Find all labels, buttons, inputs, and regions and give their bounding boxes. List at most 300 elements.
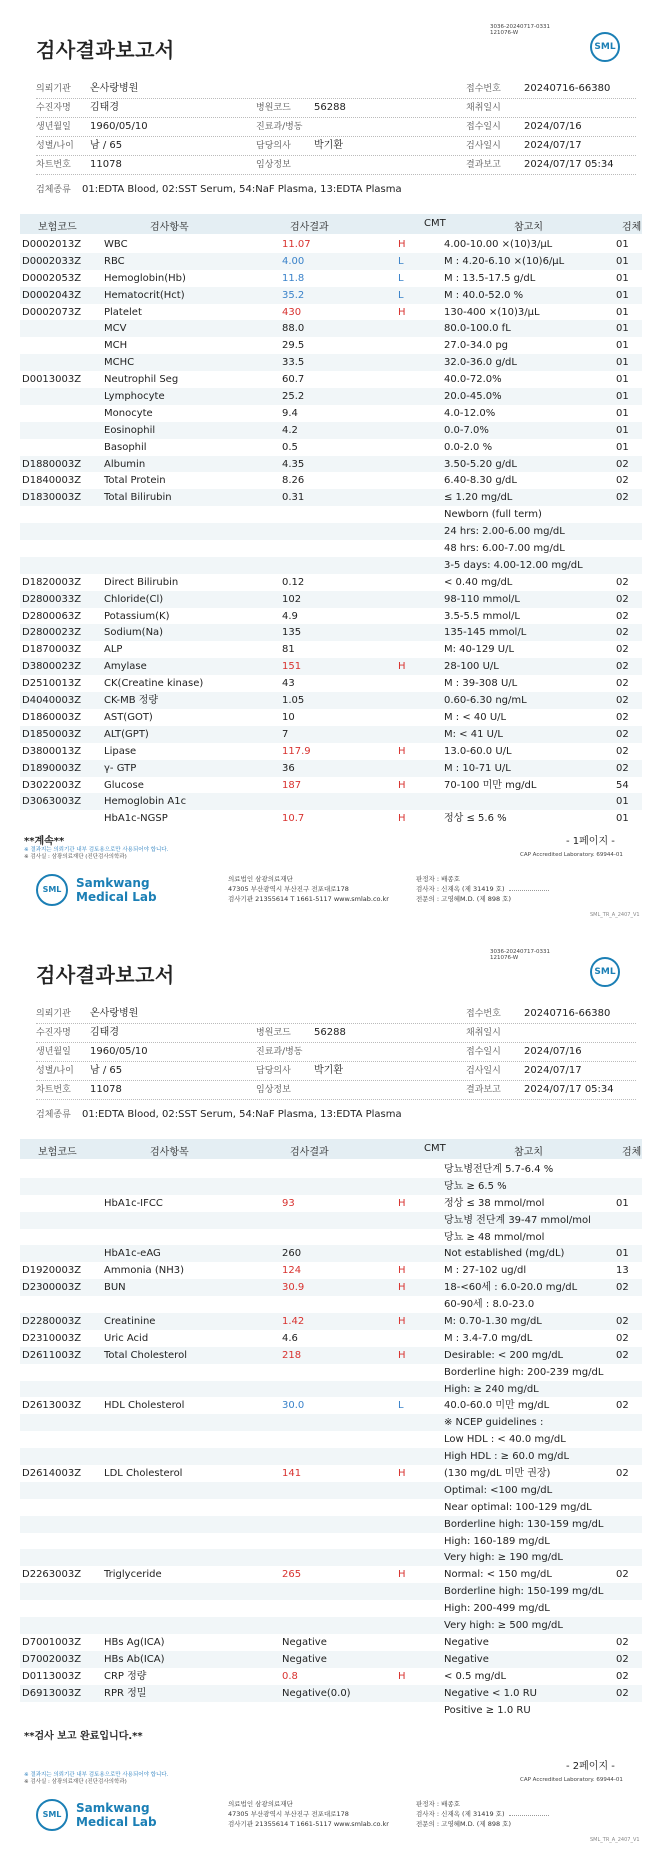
- cell-ref: Optimal: <100 mg/dL: [444, 1484, 553, 1496]
- cell-ref: Negative: [444, 1636, 489, 1648]
- cell-name: Platelet: [104, 306, 142, 318]
- table-row: [20, 1533, 642, 1550]
- cell-ref: M: < 41 U/L: [444, 728, 503, 740]
- cell-result: 260: [282, 1248, 302, 1260]
- cell-spc: 01: [616, 441, 629, 453]
- cell-name: ALT(GPT): [104, 728, 149, 740]
- cell-code: D4040003Z: [22, 695, 82, 707]
- cell-code: D0002013Z: [22, 239, 82, 250]
- cell-name: RPR 정밀: [104, 1687, 147, 1699]
- cell-name: HbA1c-eAG: [104, 1248, 161, 1260]
- table-row: [20, 1330, 642, 1347]
- footer-note: ※ 결과지는 의뢰기관 내부 검토용으로만 사용되어야 합니다.: [24, 1772, 169, 1778]
- cell-ref: M : 4.20-6.10 ×(10)6/μL: [444, 255, 565, 267]
- cell-code: D1850003Z: [22, 728, 82, 740]
- patient-value: 김태경: [90, 102, 119, 113]
- cell-result: 218: [282, 1349, 302, 1361]
- cell-spc: 02: [616, 711, 629, 723]
- cell-flag: L: [398, 255, 404, 267]
- cell-code: D2614003Z: [22, 1468, 82, 1480]
- signatures: 판정자 : 배종호 검사자 : 신재옥 (제 31419 호) 전문의 : 고영혜M.D. (제 898 호): [416, 1799, 549, 1829]
- table-row: [20, 1414, 642, 1431]
- table-row: [20, 1600, 642, 1617]
- cell-spc: 02: [616, 627, 629, 639]
- cell-flag: H: [398, 1265, 406, 1277]
- cell-name: Lymphocyte: [104, 391, 165, 403]
- sex-age-value: 남 / 65: [90, 1065, 123, 1076]
- cell-ref: 40.0-72.0%: [444, 374, 502, 386]
- col-item: 검사항목: [150, 222, 189, 233]
- cell-spc: 02: [616, 1653, 629, 1665]
- table-row: [20, 810, 642, 827]
- info-row: [36, 1005, 636, 1024]
- cell-ref: 13.0-60.0 U/L: [444, 745, 512, 757]
- cell-spc: 02: [616, 492, 629, 504]
- cell-result: 11.8: [282, 272, 305, 284]
- table-row: [20, 743, 642, 760]
- cell-result: 8.26: [282, 475, 305, 487]
- cell-result: 29.5: [282, 340, 305, 352]
- cell-ref: M : < 40 U/L: [444, 711, 507, 723]
- cell-name: Total Bilirubin: [104, 492, 172, 504]
- cell-name: LDL Cholesterol: [104, 1468, 183, 1480]
- cell-ref: < 0.40 mg/dL: [444, 576, 513, 588]
- cell-result: 30.0: [282, 1400, 305, 1412]
- table-row: [20, 337, 642, 354]
- col-item: 검사항목: [150, 1147, 189, 1158]
- table-row: [20, 304, 642, 321]
- cell-spc: 01: [616, 272, 629, 284]
- hospital-code-label: 병원코드: [256, 1028, 291, 1038]
- hospital-code-label: 병원코드: [256, 103, 291, 113]
- cell-ref: 98-110 mmol/L: [444, 593, 520, 605]
- cell-code: D2263003Z: [22, 1569, 82, 1581]
- table-row: [20, 1499, 642, 1516]
- table-row: [20, 726, 642, 743]
- cell-spc: 02: [616, 475, 629, 487]
- info-row: [36, 1081, 636, 1100]
- cell-result: 430: [282, 306, 302, 318]
- table-row: [20, 591, 642, 608]
- cell-name: Hematocrit(Hct): [104, 289, 185, 301]
- col-result: 검사결과: [290, 222, 329, 233]
- table-row: [20, 658, 642, 675]
- cell-spc: 02: [616, 762, 629, 774]
- org-info: 의료법인 삼광의료재단 47305 부산광역시 부산진구 전포대로178 검사기관 21355614 T 1661-5117 www.smlab.co.kr: [228, 1800, 389, 1828]
- info-row: [36, 137, 636, 156]
- cell-ref: 4.00-10.00 ×(10)3/μL: [444, 239, 553, 250]
- birth-label: 생년월일: [36, 122, 71, 132]
- cell-spc: 01: [616, 357, 629, 369]
- cell-spc: 02: [616, 610, 629, 622]
- specimen-label: 검체종류: [36, 1110, 71, 1120]
- cell-spc: 01: [616, 306, 629, 318]
- cell-name: BUN: [104, 1282, 126, 1294]
- cell-result: 93: [282, 1197, 295, 1209]
- table-row: [20, 1702, 642, 1719]
- cell-ref: Negative < 1.0 RU: [444, 1687, 537, 1699]
- cell-result: 60.7: [282, 374, 305, 386]
- table-header: [20, 214, 642, 234]
- table-row: [20, 624, 642, 641]
- cell-code: D2510013Z: [22, 678, 82, 690]
- cell-flag: H: [398, 239, 406, 250]
- cell-result: 35.2: [282, 289, 305, 301]
- table-row: [20, 456, 642, 473]
- specimen-value: 01:EDTA Blood, 02:SST Serum, 54:NaF Plasma, 13:EDTA Plasma: [81, 1109, 402, 1120]
- table-row: [20, 1245, 642, 1262]
- col-ref: 참고치: [514, 222, 543, 233]
- table-row: [20, 540, 642, 557]
- cell-flag: H: [398, 745, 406, 757]
- table-row: [20, 760, 642, 777]
- cell-result: 30.9: [282, 1282, 305, 1294]
- cap-accreditation: CAP Accredited Laboratory. 69944-01: [520, 852, 623, 858]
- cell-ref: ※ NCEP guidelines :: [444, 1417, 544, 1429]
- cell-ref: Very high: ≥ 500 mg/dL: [444, 1620, 563, 1632]
- cell-result: 265: [282, 1569, 302, 1581]
- table-row: [20, 405, 642, 422]
- cell-spc: 01: [616, 323, 629, 335]
- cell-code: D1890003Z: [22, 762, 82, 774]
- cell-flag: H: [398, 1316, 406, 1328]
- signatures: 판정자 : 배종호 검사자 : 신재옥 (제 31419 호) 전문의 : 고영혜M.D. (제 898 호): [416, 874, 549, 904]
- table-row: [20, 1583, 642, 1600]
- cell-spc: 02: [616, 1349, 629, 1361]
- report-date-value: 2024/07/17 05:34: [524, 159, 614, 170]
- cell-code: D2613003Z: [22, 1400, 82, 1412]
- cell-ref: ≤ 1.20 mg/dL: [444, 492, 513, 504]
- cell-ref: 135-145 mmol/L: [444, 627, 527, 639]
- chart-value: 11078: [90, 1084, 122, 1095]
- cell-ref: Near optimal: 100-129 mg/dL: [444, 1501, 592, 1513]
- cell-ref: 4.0-12.0%: [444, 407, 496, 419]
- cell-spc: 02: [616, 1468, 629, 1480]
- receipt-date-label: 접수일시: [466, 1047, 501, 1057]
- cell-name: ALP: [104, 644, 123, 656]
- cell-code: D0002043Z: [22, 289, 82, 301]
- cell-spc: 01: [616, 289, 629, 301]
- table-row: [20, 1212, 642, 1229]
- cell-name: Amylase: [104, 661, 147, 673]
- table-row: [20, 523, 642, 540]
- footer-note: ※ 검사실 : 삼광의료재단 (진단검사의학과): [24, 854, 127, 860]
- test-date-label: 검사일시: [466, 1066, 501, 1076]
- col-cmt: CMT: [424, 1143, 446, 1154]
- specimen-info: [36, 182, 402, 195]
- cell-result: 36: [282, 762, 295, 774]
- page-number: - 1페이지 -: [566, 836, 615, 847]
- cell-code: D1840003Z: [22, 475, 82, 487]
- doctor-value: 박기환: [314, 1065, 343, 1076]
- form-version: SML_TR_A_2407_V1: [590, 1837, 640, 1843]
- cell-ref: 130-400 ×(10)3/μL: [444, 306, 540, 318]
- cell-code: D0002033Z: [22, 255, 82, 267]
- cell-spc: 02: [616, 1636, 629, 1648]
- cell-result: 1.05: [282, 695, 305, 707]
- cell-result: 141: [282, 1468, 302, 1480]
- table-row: [20, 489, 642, 506]
- cell-name: HbA1c-NGSP: [104, 813, 168, 825]
- cell-result: 135: [282, 627, 302, 639]
- cell-name: HbA1c-IFCC: [104, 1197, 163, 1209]
- cell-ref: 60-90세 : 8.0-23.0: [444, 1299, 535, 1311]
- cell-ref: 당뇨병 전단계 39-47 mmol/mol: [444, 1214, 591, 1226]
- table-row: [20, 1347, 642, 1364]
- cell-result: 10.7: [282, 813, 305, 825]
- test-date-value: 2024/07/17: [524, 140, 582, 151]
- cell-ref: Very high: ≥ 190 mg/dL: [444, 1552, 563, 1564]
- cell-code: D1880003Z: [22, 458, 82, 470]
- table-row: [20, 1634, 642, 1651]
- cell-spc: 54: [616, 779, 629, 791]
- cell-ref: 80.0-100.0 fL: [444, 323, 511, 335]
- cell-ref: High: 200-499 mg/dL: [444, 1603, 550, 1615]
- collect-date-label: 채취일시: [466, 1028, 501, 1038]
- col-code: 보험코드: [38, 1147, 77, 1158]
- test-date-value: 2024/07/17: [524, 1065, 582, 1076]
- cell-name: Creatinine: [104, 1316, 156, 1328]
- cell-ref: 27.0-34.0 pg: [444, 340, 509, 352]
- cell-code: D0013003Z: [22, 374, 82, 386]
- specimen-value: 01:EDTA Blood, 02:SST Serum, 54:NaF Plasma, 13:EDTA Plasma: [81, 184, 402, 195]
- doctor-value: 박기환: [314, 140, 343, 151]
- cell-ref: Negative: [444, 1653, 489, 1665]
- table-row: [20, 472, 642, 489]
- cell-result: 4.35: [282, 458, 305, 470]
- cell-name: CRP 정량: [104, 1670, 147, 1682]
- cell-code: D0113003Z: [22, 1670, 82, 1682]
- cell-result: 0.12: [282, 576, 305, 588]
- cell-ref: M: 0.70-1.30 mg/dL: [444, 1316, 542, 1328]
- cell-ref: 70-100 미만 mg/dL: [444, 779, 537, 791]
- cell-name: CK(Creatine kinase): [104, 678, 204, 690]
- table-row: [20, 1617, 642, 1634]
- cell-result: 25.2: [282, 391, 305, 403]
- report-complete-label: **검사 보고 완료입니다.**: [24, 1731, 143, 1742]
- cell-result: 11.07: [282, 239, 311, 250]
- cell-spc: 02: [616, 644, 629, 656]
- cell-flag: L: [398, 1400, 404, 1412]
- table-row: [20, 388, 642, 405]
- cell-ref: (130 mg/dL 미만 권장): [444, 1468, 551, 1480]
- table-row: [20, 1178, 642, 1195]
- cell-result: 4.6: [282, 1332, 298, 1344]
- cell-ref: Normal: < 150 mg/dL: [444, 1569, 552, 1581]
- table-row: [20, 1364, 642, 1381]
- cell-ref: 당뇨 ≥ 6.5 %: [444, 1180, 507, 1192]
- lab-name: Samkwang Medical Lab: [76, 876, 157, 904]
- cap-accreditation: CAP Accredited Laboratory. 69944-01: [520, 1777, 623, 1783]
- cell-flag: H: [398, 1569, 406, 1581]
- cell-flag: L: [398, 272, 404, 284]
- cell-ref: High: ≥ 240 mg/dL: [444, 1383, 539, 1395]
- cell-ref: 24 hrs: 2.00-6.00 mg/dL: [444, 526, 565, 538]
- cell-code: D6913003Z: [22, 1687, 82, 1699]
- cell-spc: 02: [616, 576, 629, 588]
- institution-label: 의뢰기관: [36, 84, 71, 94]
- cell-result: 102: [282, 593, 302, 605]
- info-row: [36, 99, 636, 118]
- receipt-date-label: 접수일시: [466, 122, 501, 132]
- cell-name: Potassium(K): [104, 610, 170, 622]
- birth-value: 1960/05/10: [90, 1046, 148, 1057]
- cell-spc: 02: [616, 593, 629, 605]
- table-row: [20, 1448, 642, 1465]
- table-row: [20, 320, 642, 337]
- cell-spc: 01: [616, 255, 629, 267]
- cell-flag: H: [398, 1197, 406, 1209]
- cell-ref: 6.40-8.30 g/dL: [444, 475, 517, 487]
- cell-ref: Borderline high: 200-239 mg/dL: [444, 1366, 604, 1378]
- table-row: [20, 641, 642, 658]
- cell-result: Negative: [282, 1653, 327, 1665]
- cell-ref: 3.50-5.20 g/dL: [444, 458, 517, 470]
- table-row: [20, 354, 642, 371]
- patient-label: 수진자명: [36, 1028, 71, 1038]
- cell-name: RBC: [104, 255, 125, 267]
- table-row: [20, 608, 642, 625]
- cell-name: Eosinophil: [104, 424, 156, 436]
- cell-code: D7002003Z: [22, 1653, 82, 1665]
- sml-footer-logo-icon: SML: [36, 874, 68, 906]
- sml-footer-logo-icon: SML: [36, 1799, 68, 1831]
- table-row: [20, 1566, 642, 1583]
- cell-result: 88.0: [282, 323, 305, 335]
- table-row: [20, 236, 642, 253]
- cell-result: 0.31: [282, 492, 305, 504]
- clinical-label: 임상정보: [256, 1085, 291, 1095]
- cell-name: Triglyceride: [104, 1569, 162, 1581]
- cell-code: D3063003Z: [22, 796, 82, 808]
- cell-ref: 3.5-5.5 mmol/L: [444, 610, 520, 622]
- table-row: [20, 777, 642, 794]
- cell-spc: 01: [616, 407, 629, 419]
- cell-flag: H: [398, 1468, 406, 1480]
- cell-name: γ- GTP: [104, 762, 137, 774]
- info-row: [36, 80, 636, 99]
- cell-name: AST(GOT): [104, 711, 153, 723]
- patient-value: 김태경: [90, 1027, 119, 1038]
- sex-age-label: 성별/나이: [36, 141, 74, 151]
- report-date-label: 결과보고: [466, 160, 501, 170]
- cell-name: Direct Bilirubin: [104, 576, 179, 588]
- cell-name: HBs Ag(ICA): [104, 1636, 165, 1648]
- cell-flag: H: [398, 306, 406, 318]
- cell-name: Neutrophil Seg: [104, 374, 179, 386]
- cell-name: Uric Acid: [104, 1332, 149, 1344]
- cell-name: Chloride(Cl): [104, 593, 164, 605]
- signature-mark: [509, 890, 549, 891]
- cell-ref: 3-5 days: 4.00-12.00 mg/dL: [444, 559, 583, 571]
- sml-logo-icon: SML: [590, 957, 620, 987]
- cell-spc: 01: [616, 813, 629, 825]
- institution-value: 온사랑병원: [90, 83, 139, 94]
- table-row: [20, 1262, 642, 1279]
- info-row: [36, 1043, 636, 1062]
- results-table: [20, 236, 642, 827]
- cell-code: D3800013Z: [22, 745, 82, 757]
- cell-spc: 01: [616, 424, 629, 436]
- institution-value: 온사랑병원: [90, 1008, 139, 1019]
- info-row: [36, 1024, 636, 1043]
- cell-name: HDL Cholesterol: [104, 1400, 185, 1412]
- cell-ref: 18-<60세 : 6.0-20.0 mg/dL: [444, 1282, 578, 1294]
- birth-value: 1960/05/10: [90, 121, 148, 132]
- cell-spc: 02: [616, 1687, 629, 1699]
- hospital-code-value: 56288: [314, 1027, 346, 1038]
- cell-code: D1860003Z: [22, 711, 82, 723]
- cell-code: D2611003Z: [22, 1349, 82, 1361]
- table-row: [20, 1482, 642, 1499]
- chart-value: 11078: [90, 159, 122, 170]
- cell-ref: M : 27-102 ug/dl: [444, 1265, 527, 1277]
- cell-ref: M : 3.4-7.0 mg/dL: [444, 1332, 533, 1344]
- cell-flag: H: [398, 779, 406, 791]
- lab-name: Samkwang Medical Lab: [76, 1801, 157, 1829]
- cell-result: 187: [282, 779, 302, 791]
- cell-ref: 0.0-2.0 %: [444, 441, 493, 453]
- cell-spc: 02: [616, 728, 629, 740]
- cell-result: 0.8: [282, 1670, 298, 1682]
- table-row: [20, 1313, 642, 1330]
- cell-ref: Not established (mg/dL): [444, 1248, 565, 1260]
- cell-ref: 정상 ≤ 5.6 %: [444, 813, 507, 825]
- cell-result: Negative(0.0): [282, 1687, 351, 1699]
- cell-result: 7: [282, 728, 289, 740]
- table-row: [20, 1668, 642, 1685]
- table-row: [20, 1465, 642, 1482]
- cell-name: HBs Ab(ICA): [104, 1653, 165, 1665]
- department-label: 진료과/병동: [256, 1047, 303, 1057]
- cell-spc: 01: [616, 340, 629, 352]
- cell-ref: 당뇨 ≥ 48 mmol/mol: [444, 1231, 545, 1243]
- cell-ref: M : 40.0-52.0 %: [444, 289, 524, 301]
- cell-code: D1820003Z: [22, 576, 82, 588]
- table-row: [20, 1651, 642, 1668]
- cell-spc: 01: [616, 391, 629, 403]
- table-row: [20, 287, 642, 304]
- receipt-no-value: 20240716-66380: [524, 1008, 611, 1019]
- patient-info: [36, 80, 636, 175]
- cell-spc: 01: [616, 374, 629, 386]
- cell-ref: M : 39-308 U/L: [444, 678, 518, 690]
- cell-spc: 02: [616, 695, 629, 707]
- cell-ref: High HDL : ≥ 60.0 mg/dL: [444, 1451, 570, 1463]
- table-header: [20, 1139, 642, 1159]
- cell-code: D2280003Z: [22, 1316, 82, 1328]
- cell-ref: 28-100 U/L: [444, 661, 499, 673]
- cell-name: WBC: [104, 239, 128, 250]
- cell-spc: 02: [616, 661, 629, 673]
- cell-ref: Borderline high: 130-159 mg/dL: [444, 1518, 604, 1530]
- cell-name: Total Protein: [104, 475, 166, 487]
- cell-result: 43: [282, 678, 295, 690]
- cell-ref: 0.0-7.0%: [444, 424, 489, 436]
- cell-code: D0002073Z: [22, 306, 82, 318]
- receipt-no-value: 20240716-66380: [524, 83, 611, 94]
- receipt-no-label: 접수번호: [466, 84, 501, 94]
- chart-label: 차트번호: [36, 1085, 71, 1095]
- table-row: [20, 422, 642, 439]
- form-version: SML_TR_A_2407_V1: [590, 912, 640, 918]
- col-cmt: CMT: [424, 218, 446, 229]
- cell-name: MCHC: [104, 357, 135, 369]
- sex-age-label: 성별/나이: [36, 1066, 74, 1076]
- cell-result: 4.00: [282, 255, 305, 267]
- table-row: [20, 439, 642, 456]
- report-page-2: [0, 925, 655, 1850]
